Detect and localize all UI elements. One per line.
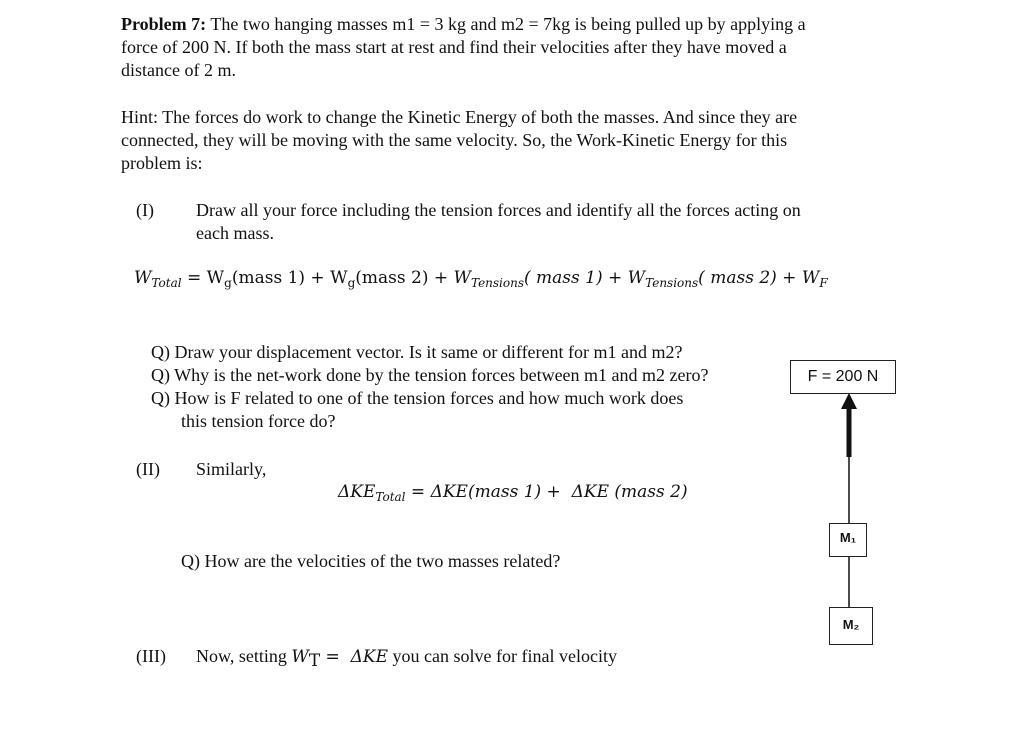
part-3-text-after: you can solve for final velocity xyxy=(388,646,617,666)
eq1-term3-sub: Tensions xyxy=(471,276,525,290)
eq1-term1-arg: (mass 1) + xyxy=(231,268,331,288)
eq1-term1: W xyxy=(206,268,225,288)
eq1-term3-arg: ( mass 1) + xyxy=(524,268,628,288)
question-displacement: Q) Draw your displacement vector. Is it same or different for m1 and m2? xyxy=(151,342,683,362)
part-1-marker: (I) xyxy=(136,200,154,220)
problem-statement xyxy=(121,13,901,82)
question-force-relation-cont: this tension force do? xyxy=(181,411,336,431)
part-1-line-2: each mass. xyxy=(196,223,274,243)
question-velocities: Q) How are the velocities of the two masses related? xyxy=(181,551,561,571)
problem-line-1: The two hanging masses m1 = 3 kg and m2 = 7kg is being pulled up by applying a xyxy=(210,14,806,34)
hint-line-3: problem is: xyxy=(121,153,203,173)
eq1-term5-sub: F xyxy=(819,276,828,290)
eq2-lhs: ΔKE xyxy=(338,482,376,502)
question-tension-work: Q) Why is the net-work done by the tension forces between m1 and m2 zero? xyxy=(151,365,709,385)
eq1-term4: W xyxy=(627,268,646,288)
eq1-term3: W xyxy=(453,268,471,288)
question-force-relation: Q) How is F related to one of the tension forces and how much work does xyxy=(151,388,684,408)
eq1-term2: W xyxy=(330,268,348,288)
eq1-term2-arg: (mass 2) + xyxy=(355,268,454,288)
problem-label: Problem 7: xyxy=(121,14,207,34)
work-total-equation xyxy=(134,268,828,288)
part-3-marker: (III) xyxy=(136,646,166,666)
delta-ke-equation xyxy=(338,482,688,502)
diagram-lines xyxy=(780,385,900,645)
eq2-lhs-sub: Total xyxy=(375,490,406,504)
eq1-lhs-sub: Total xyxy=(151,276,182,290)
part-3-wt: W xyxy=(291,647,309,667)
eq1-equals: = xyxy=(181,268,207,288)
hint-paragraph xyxy=(121,106,901,175)
problem-line-3: distance of 2 m. xyxy=(121,60,236,80)
eq1-term4-sub: Tensions xyxy=(645,276,699,290)
eq1-term1-sub: g xyxy=(224,276,232,290)
part-3-eq: = xyxy=(320,647,351,667)
mass-1-box: M₁ xyxy=(829,523,867,557)
eq2-rhs: = ΔKE(mass 1) + ΔKE (mass 2) xyxy=(405,482,688,502)
part-2-text: Similarly, xyxy=(196,459,267,479)
part-3-wt-sub: T xyxy=(308,651,321,671)
questions-block-1 xyxy=(151,341,791,433)
hint-line-2: connected, they will be moving with the same velocity. So, the Work-Kinetic Energy for this xyxy=(121,130,788,150)
part-3-text-before: Now, setting xyxy=(196,646,292,666)
part-2-marker: (II) xyxy=(136,459,160,479)
eq1-term2-sub: g xyxy=(347,276,356,290)
mass-2-box: M₂ xyxy=(829,607,873,645)
eq1-term4-arg: ( mass 2) + xyxy=(698,268,802,288)
eq1-term5: W xyxy=(801,268,820,288)
force-label-box: F = 200 N xyxy=(790,360,896,394)
hint-line-1: Hint: The forces do work to change the Kinetic Energy of both the masses. And since they are xyxy=(121,107,798,127)
part-1-line-1: Draw all your force including the tension forces and identify all the forces acting on xyxy=(196,200,801,220)
part-1-text xyxy=(196,199,896,245)
eq1-lhs: W xyxy=(134,268,152,288)
problem-line-2: force of 200 N. If both the mass start at rest and find their velocities after they have moved a xyxy=(121,37,787,57)
part-3-text xyxy=(196,645,617,669)
part-3-dke: ΔKE xyxy=(350,647,389,667)
force-arrow-head xyxy=(841,393,857,409)
